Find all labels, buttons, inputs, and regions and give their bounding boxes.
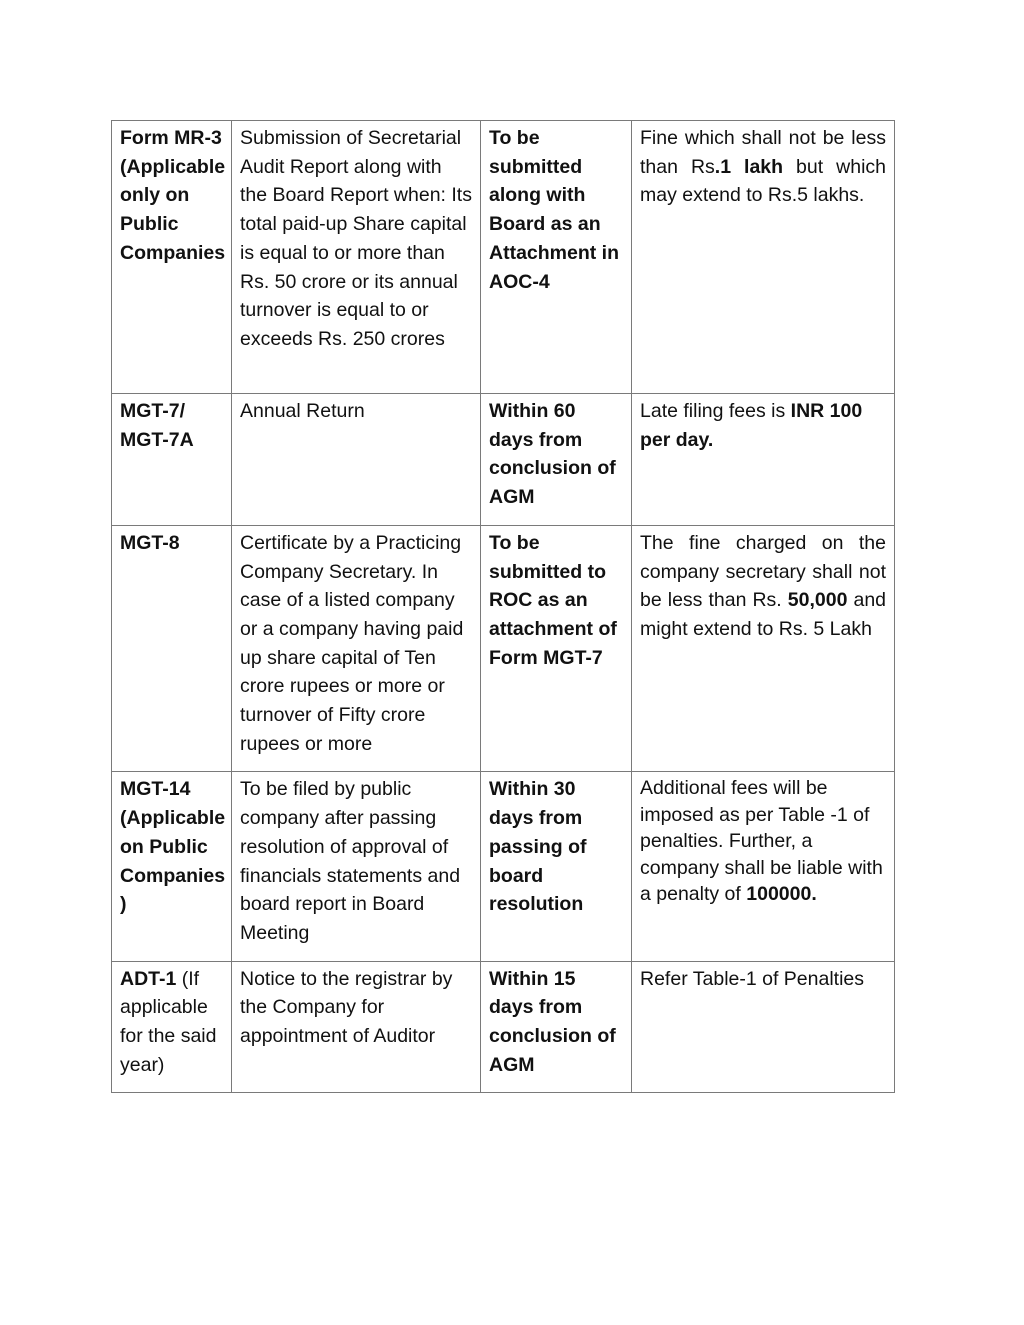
deadline-cell: To be submitted along with Board as an Attachment in AOC-4 <box>481 121 632 394</box>
deadline-cell: To be submitted to ROC as an attachment of Form MGT-7 <box>481 525 632 772</box>
penalty-cell <box>632 121 895 394</box>
form-cell: MGT-8 <box>112 525 232 772</box>
table-row <box>112 394 895 526</box>
description-cell: Annual Return <box>232 394 481 526</box>
deadline-cell: Within 30 days from passing of board resolution <box>481 772 632 961</box>
penalty-amount: 100000. <box>746 883 817 906</box>
description-cell: Certificate by a Practicing Company Secretary. In case of a listed company or a company having paid up share capital of Ten crore rupees or more or turnover of Fifty crore rupees or more <box>232 525 481 772</box>
penalty-cell <box>632 961 895 1093</box>
deadline-cell: Within 15 days from conclusion of AGM <box>481 961 632 1093</box>
description-cell: Submission of Secretarial Audit Report along with the Board Report when: Its total paid-up Share capital is equal to or more than Rs. 50 crore or its annual turnover is equal to or exceeds Rs. 250 crores <box>232 121 481 394</box>
description-cell: To be filed by public company after passing resolution of approval of financials statements and board report in Board Meeting <box>232 772 481 961</box>
table-row <box>112 121 895 394</box>
form-note: (If applicable for the said year) <box>120 967 217 1076</box>
penalty-cell <box>632 772 895 961</box>
penalty-text: Fine which shall not be less than Rs <box>640 127 886 178</box>
table-row <box>112 525 895 772</box>
penalty-cell <box>632 394 895 526</box>
penalty-amount: .1 lakh <box>714 155 784 178</box>
penalty-amount: INR 100 per day. <box>640 400 863 451</box>
form-code: ADT-1 <box>120 967 177 990</box>
penalty-text: Late filing fees is <box>640 400 791 422</box>
form-cell <box>112 961 232 1093</box>
penalty-text: Additional fees will be imposed as per Table -1 of penalties. Further, a company shall be liable with a penalty of <box>640 777 883 906</box>
penalty-text: The fine charged on the company secretary shall not be less than Rs. <box>640 531 886 612</box>
table-row <box>112 961 895 1093</box>
deadline-cell: Within 60 days from conclusion of AGM <box>481 394 632 526</box>
description-cell: Notice to the registrar by the Company for appointment of Auditor <box>232 961 481 1093</box>
form-cell: MGT-7/ MGT-7A <box>112 394 232 526</box>
penalty-text: Refer Table-1 of Penalties <box>640 967 865 990</box>
penalty-cell <box>632 525 895 772</box>
table-row <box>112 772 895 961</box>
compliance-table <box>111 120 895 1093</box>
form-cell: MGT-14 (Applicable on Public Companies ) <box>112 772 232 961</box>
penalty-amount: 50,000 <box>787 589 848 612</box>
penalty-text-cont: and might extend to Rs. 5 Lakh <box>640 589 887 640</box>
form-cell: Form MR-3 (Applicable only on Public Companies <box>112 121 232 394</box>
penalty-text-cont: but which may extend to Rs.5 lakhs. <box>640 155 887 207</box>
